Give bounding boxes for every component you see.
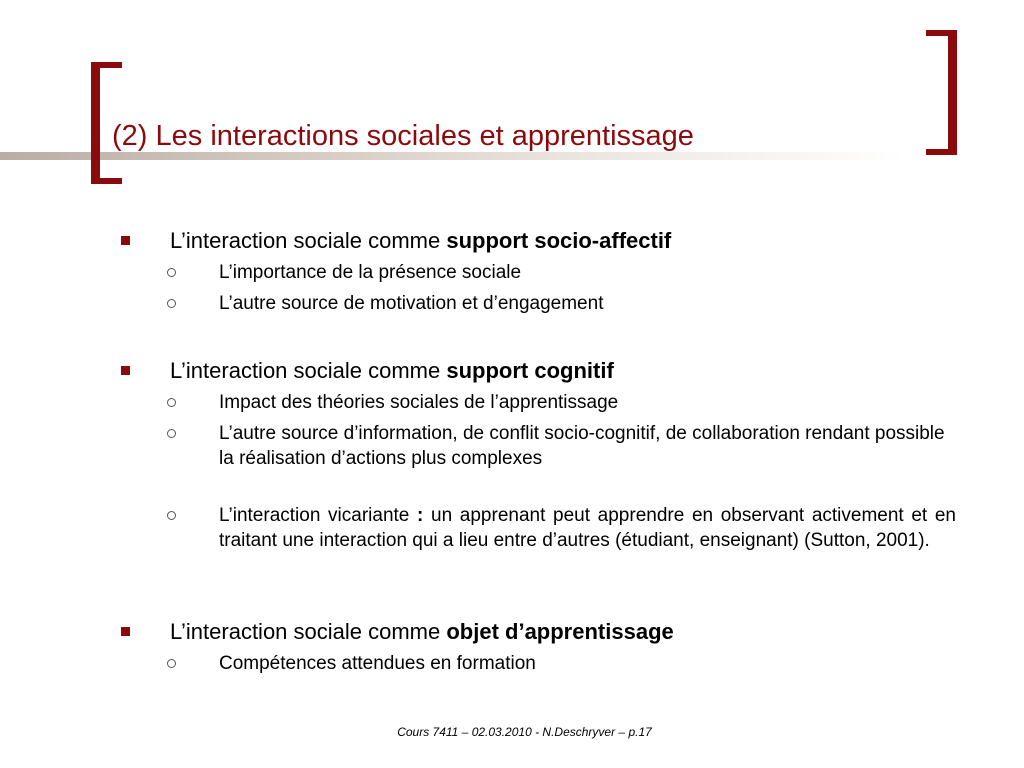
bullet-item-objet: L’interaction sociale comme objet d’apprentissage — [170, 619, 674, 645]
circle-bullet-icon — [167, 268, 176, 277]
square-bullet-icon — [121, 627, 130, 636]
square-bullet-icon — [121, 366, 130, 375]
slide-footer: Cours 7411 – 02.03.2010 - N.Deschryver – p.17 — [397, 725, 652, 739]
circle-bullet-icon — [167, 299, 176, 308]
bullet-item-cognitif: L’interaction sociale comme support cognitif — [170, 358, 614, 384]
slide-title: (2) Les interactions sociales et apprentissage — [112, 120, 694, 152]
sub-item: L’importance de la présence sociale — [219, 260, 956, 285]
circle-bullet-icon — [167, 429, 176, 438]
square-bullet-icon — [121, 236, 130, 245]
sub-item: L’autre source d’information, de conflit socio-cognitif, de collaboration rendant possible la réalisation d’actions plus complexes — [219, 421, 956, 471]
circle-bullet-icon — [167, 659, 176, 668]
sub-item: L’autre source de motivation et d’engagement — [219, 291, 956, 316]
sub-item: Impact des théories sociales de l’apprentissage — [219, 390, 956, 415]
bullet-item-socio-affectif: L’interaction sociale comme support socio-affectif — [170, 228, 671, 254]
right-bracket-decoration — [926, 30, 957, 155]
title-underline — [0, 152, 905, 160]
circle-bullet-icon — [167, 398, 176, 407]
sub-item: Compétences attendues en formation — [219, 651, 956, 676]
circle-bullet-icon — [167, 511, 176, 520]
sub-item: L’interaction vicariante : un apprenant peut apprendre en observant activement et en traitant une interaction qui a lieu entre d’autres (étudiant, enseignant) (Sutton, 2001). — [219, 503, 956, 553]
